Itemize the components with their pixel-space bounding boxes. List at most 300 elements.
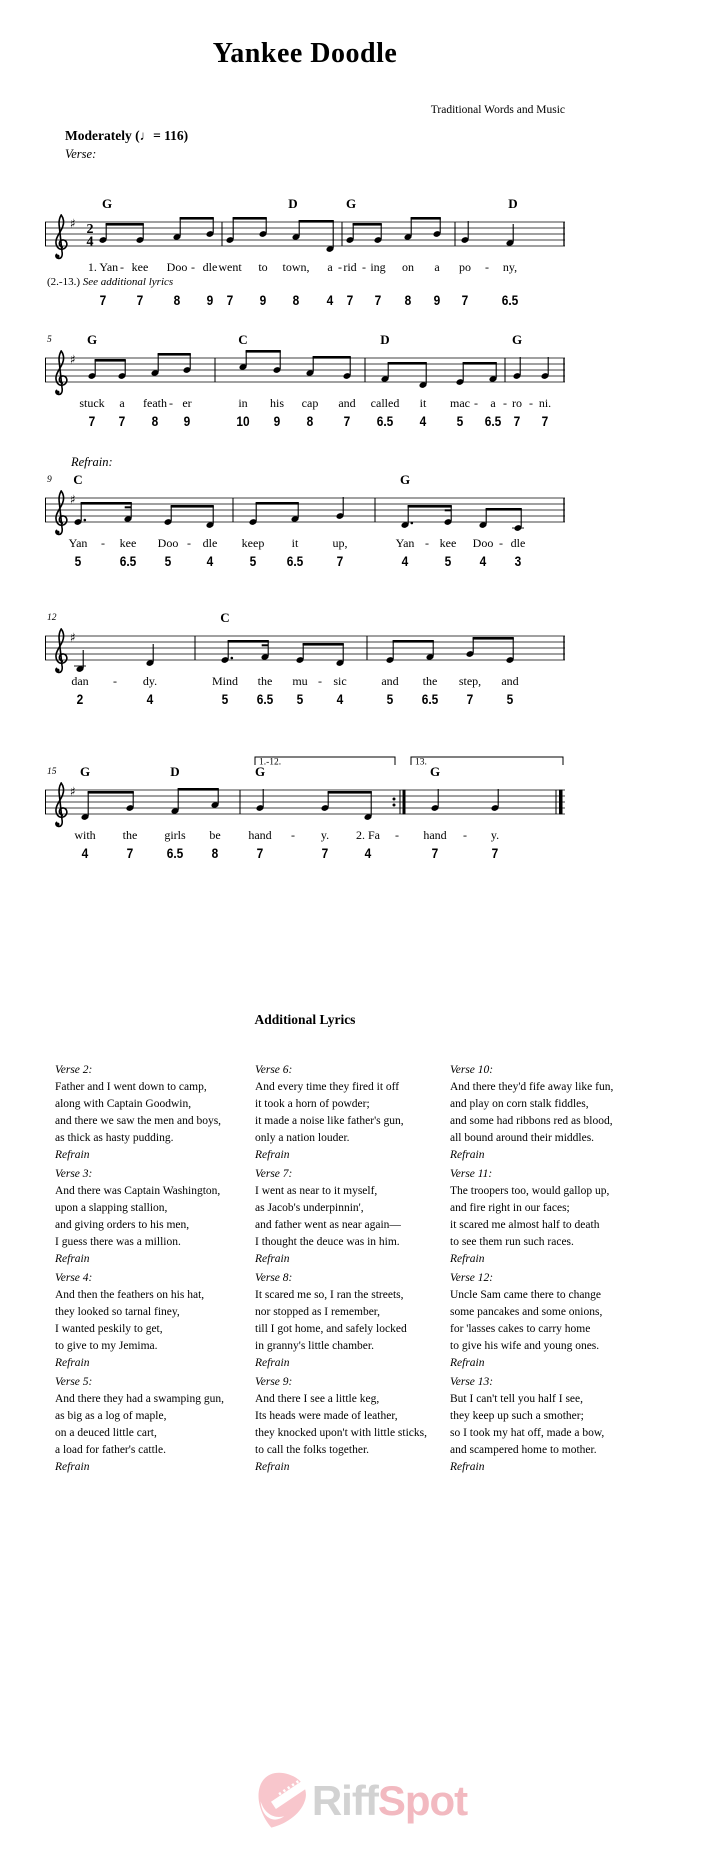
verse-line: to give his wife and young ones.	[450, 1340, 600, 1352]
verse-line: The troopers too, would gallop up,	[450, 1185, 610, 1197]
lyric-syllable: ing	[370, 260, 386, 274]
lyric-syllable: and	[338, 396, 356, 410]
lyric-syllable: y.	[320, 828, 330, 842]
verse-line: they looked so tarnal finey,	[55, 1306, 180, 1318]
credit-line: Traditional Words and Music	[430, 104, 565, 116]
verse-title: Verse 10:	[450, 1064, 494, 1076]
verse-line: and father went as near again—	[255, 1219, 401, 1231]
chord-label: G	[345, 196, 357, 211]
beam	[313, 356, 351, 359]
verse-block	[255, 1062, 470, 1164]
staff-system-4	[45, 606, 565, 707]
tab-number: 5	[386, 691, 394, 707]
verse-line: along with Captain Goodwin,	[55, 1098, 192, 1110]
volta-label: 13.	[415, 757, 427, 768]
refrain-marker: Refrain	[255, 1357, 290, 1369]
verse-line: they keep up such a smother;	[450, 1410, 584, 1422]
lyric-syllable: Yan	[68, 536, 88, 550]
lyric-syllable: a	[434, 260, 440, 274]
beam-stub	[125, 506, 132, 508]
verse-line: only a nation louder.	[255, 1132, 350, 1144]
tab-number: 4	[336, 691, 344, 707]
lyric-syllable: the	[122, 828, 138, 842]
verse-block	[450, 1374, 665, 1476]
lyrics-row	[45, 536, 565, 552]
lyric-syllable: it	[419, 396, 427, 410]
measure-number: 15	[47, 767, 57, 777]
verse-line: all bound around their middles.	[450, 1132, 595, 1144]
lyric-syllable: hand	[423, 828, 447, 842]
refrain-section-label: Refrain:	[71, 455, 113, 469]
tab-number: 7	[99, 292, 107, 308]
beam	[408, 505, 452, 508]
verse-line: And there they'd fife away like fun,	[450, 1081, 614, 1093]
refrain-marker: Refrain	[450, 1357, 485, 1369]
lyric-syllable: -	[120, 260, 124, 274]
beam-stub	[262, 644, 269, 646]
beam	[158, 353, 191, 356]
lyric-syllable: kee	[439, 536, 457, 550]
lyric-syllable: -	[362, 260, 366, 274]
tab-number: 7	[461, 292, 469, 308]
tab-number: 8	[292, 292, 300, 308]
refrain-marker: Refrain	[55, 1461, 90, 1473]
beam	[411, 217, 441, 220]
tab-numbers-row	[45, 691, 565, 707]
tab-number: 4	[146, 691, 154, 707]
tab-number: 8	[211, 845, 219, 861]
lyric-syllable: dle	[202, 536, 218, 550]
verse-line: I went as near to it myself,	[255, 1185, 378, 1197]
chord-label: C	[238, 332, 248, 347]
lyric-syllable: to	[258, 260, 268, 274]
lyric-syllable: cap	[301, 396, 319, 410]
tab-number: 2	[76, 691, 84, 707]
lyric-syllable: -	[191, 260, 195, 274]
verse-line: a load for father's cattle.	[55, 1444, 166, 1456]
tab-number: 10	[236, 413, 250, 429]
lyric-syllable: rid	[343, 260, 357, 274]
lyric-syllable: -	[318, 674, 322, 688]
lyric-syllable: -	[463, 828, 467, 842]
tab-number: 5	[444, 553, 452, 569]
lyric-syllable: Yan	[395, 536, 415, 550]
beam	[81, 502, 132, 505]
tab-number: 6.5	[166, 845, 184, 861]
song-title: Yankee Doodle	[212, 38, 398, 69]
chord-label: G	[399, 472, 411, 487]
refrain-marker: Refrain	[450, 1149, 485, 1161]
tab-number: 7	[431, 845, 439, 861]
lyric-syllable: kee	[131, 260, 149, 274]
tab-number: 7	[226, 292, 234, 308]
lyric-syllable: a	[327, 260, 333, 274]
additional-lyrics-heading: Additional Lyrics	[254, 1012, 356, 1027]
staff-svg	[45, 192, 565, 262]
tab-number: 9	[183, 413, 191, 429]
lyric-syllable: sic	[333, 674, 347, 688]
tab-number: 7	[491, 845, 499, 861]
lyric-syllable: 2. Fa	[356, 828, 380, 842]
verse-column-3	[450, 1062, 665, 1478]
verse-line: to see them run such races.	[450, 1236, 574, 1248]
verse-title: Verse 9:	[255, 1376, 293, 1388]
lyric-syllable: on	[402, 260, 414, 274]
lyric-syllable: -	[395, 828, 399, 842]
tab-number: 5	[74, 553, 82, 569]
lyric-syllable: up,	[332, 536, 348, 550]
tab-number: 4	[419, 413, 427, 429]
key-signature-sharp: ♯	[70, 492, 76, 507]
beam	[246, 350, 281, 353]
tab-number: 6.5	[501, 292, 519, 308]
staff-svg	[45, 606, 565, 676]
lyric-syllable: feath	[143, 396, 167, 410]
lyric-syllable: Doo	[157, 536, 179, 550]
lyric-syllable: with	[74, 828, 96, 842]
lyric-syllable: went	[218, 260, 242, 274]
verse-line: to call the folks together.	[255, 1444, 370, 1456]
lyric-syllable: and	[501, 674, 519, 688]
tab-number: 5	[456, 413, 464, 429]
tab-number: 7	[321, 845, 329, 861]
tab-number: 6.5	[256, 691, 274, 707]
tab-number: 8	[173, 292, 181, 308]
tab-number: 7	[374, 292, 382, 308]
verse-line: and fire right in our faces;	[450, 1202, 570, 1214]
beam	[180, 217, 214, 220]
lyric-syllable: -	[474, 396, 478, 410]
beam	[88, 791, 134, 794]
verse-block	[255, 1270, 470, 1372]
beam	[303, 643, 344, 646]
lyric-syllable: stuck	[79, 396, 105, 410]
verse-line: I wanted peskily to get,	[55, 1323, 163, 1335]
chord-label: G	[101, 196, 113, 211]
tab-number: 7	[343, 413, 351, 429]
staff-system-1	[45, 192, 565, 308]
verse-line: And then the feathers on his hat,	[55, 1289, 205, 1301]
lyric-syllable: -	[113, 674, 117, 688]
verse-title: Verse 6:	[255, 1064, 293, 1076]
tab-numbers-row	[45, 292, 565, 308]
chord-label: G	[86, 332, 98, 347]
verse-title: Verse 13:	[450, 1376, 494, 1388]
verse-line: Uncle Sam came there to change	[450, 1289, 602, 1301]
verse-line: so I took my hat off, made a bow,	[450, 1427, 605, 1439]
lyric-syllable: ni.	[538, 396, 552, 410]
lyric-syllable: y.	[490, 828, 500, 842]
verse-block	[55, 1062, 270, 1164]
beam	[233, 217, 267, 220]
verse-line: on a deuced little cart,	[55, 1427, 157, 1439]
refrain-marker: Refrain	[450, 1461, 485, 1473]
tab-number: 7	[126, 845, 134, 861]
staff-system-5	[45, 746, 565, 861]
key-signature-sharp: ♯	[70, 216, 76, 231]
tab-number: 4	[206, 553, 214, 569]
brand-riff: Riff	[311, 1777, 378, 1824]
lyric-syllable: 1. Yan	[87, 260, 119, 274]
lyric-syllable: keep	[241, 536, 265, 550]
verse-line: as big as a log of maple,	[55, 1410, 167, 1422]
beam	[171, 505, 214, 508]
lyrics-row	[45, 674, 565, 690]
verse-line: Its heads were made of leather,	[255, 1410, 398, 1422]
beam	[95, 359, 126, 362]
beam	[328, 791, 372, 794]
refrain-marker: Refrain	[55, 1149, 90, 1161]
refrain-marker: Refrain	[255, 1149, 290, 1161]
tab-number: 9	[273, 413, 281, 429]
beam-stub	[445, 509, 452, 511]
key-signature-sharp: ♯	[70, 352, 76, 367]
lyric-syllable: in	[238, 396, 248, 410]
tab-number: 8	[151, 413, 159, 429]
verse-line: It scared me so, I ran the streets,	[255, 1289, 404, 1301]
lyric-syllable: kee	[119, 536, 137, 550]
tab-number: 4	[81, 845, 89, 861]
verse-line: to give to my Jemima.	[55, 1340, 158, 1352]
verse-line: and giving orders to his men,	[55, 1219, 190, 1231]
lyric-syllable: -	[485, 260, 489, 274]
lyric-syllable: ny,	[502, 260, 518, 274]
tab-number: 4	[479, 553, 487, 569]
lyric-syllable: -	[499, 536, 503, 550]
tempo-marking: Moderately (♩= 116)	[65, 128, 189, 143]
verse-line: it took a horn of powder;	[255, 1098, 370, 1110]
tab-number: 5	[221, 691, 229, 707]
lyric-syllable: -	[503, 396, 507, 410]
verse-block	[55, 1166, 270, 1268]
verse-column-2	[255, 1062, 470, 1478]
verse-block	[450, 1062, 665, 1164]
beam	[106, 223, 144, 226]
key-signature-sharp: ♯	[70, 630, 76, 645]
verse-title: Verse 3:	[55, 1168, 93, 1180]
chord-label: C	[220, 610, 230, 625]
lyric-syllable: -	[529, 396, 533, 410]
beam	[473, 637, 514, 640]
verse-title: Verse 12:	[450, 1272, 494, 1284]
verse-line: as Jacob's underpinnin',	[255, 1202, 364, 1214]
lyric-syllable: ro	[512, 396, 522, 410]
lyric-syllable: dle	[202, 260, 218, 274]
tab-number: 9	[206, 292, 214, 308]
tab-number: 5	[164, 553, 172, 569]
tab-number: 5	[506, 691, 514, 707]
verse-line: for 'lasses cakes to carry home	[450, 1323, 591, 1335]
beam	[353, 223, 382, 226]
tab-number: 3	[514, 553, 522, 569]
verse-line: And there was Captain Washington,	[55, 1185, 221, 1197]
verse-line: And there they had a swamping gun,	[55, 1393, 224, 1405]
verse-line: till I got home, and safely locked	[255, 1323, 407, 1335]
lyric-syllable: mu	[292, 674, 308, 688]
tab-numbers-row	[45, 845, 565, 861]
time-signature-bottom: 4	[86, 234, 94, 250]
time-signature-top: 2	[86, 222, 94, 237]
lyric-syllable: town,	[282, 260, 310, 274]
chord-label: D	[170, 764, 180, 779]
verse-line: some pancakes and some onions,	[450, 1306, 603, 1318]
verse-line: and some had ribbons red as blood,	[450, 1115, 613, 1127]
verse-title: Verse 11:	[450, 1168, 493, 1180]
lyric-syllable: called	[370, 396, 400, 410]
verse-line: in granny's little chamber.	[255, 1340, 374, 1352]
beam	[388, 362, 427, 365]
beam	[299, 220, 334, 223]
tab-number: 7	[256, 845, 264, 861]
beam	[486, 508, 522, 511]
chord-label: G	[79, 764, 91, 779]
verse-line: And every time they fired it off	[255, 1081, 400, 1093]
verse-line: upon a slapping stallion,	[55, 1202, 168, 1214]
beam	[256, 502, 299, 505]
tab-number: 7	[118, 413, 126, 429]
verse-line: and play on corn stalk fiddles,	[450, 1098, 589, 1110]
lyric-syllable: po	[459, 260, 471, 274]
refrain-marker: Refrain	[255, 1461, 290, 1473]
verse-line: as thick as hasty pudding.	[55, 1132, 174, 1144]
tab-number: 5	[296, 691, 304, 707]
verse-line: and there we saw the men and boys,	[55, 1115, 222, 1127]
lyric-syllable: hand	[248, 828, 272, 842]
staff-svg	[45, 328, 565, 398]
key-signature-sharp: ♯	[70, 784, 76, 799]
verse-line: it scared me almost half to death	[450, 1219, 600, 1231]
verse-block	[55, 1374, 270, 1476]
verse-title: Verse 2:	[55, 1064, 93, 1076]
tab-number: 7	[88, 413, 96, 429]
chord-label: G	[511, 332, 523, 347]
chord-label: D	[380, 332, 390, 347]
lyric-syllable: dan	[71, 674, 89, 688]
refrain-marker: Refrain	[55, 1357, 90, 1369]
verse-line: nor stopped as I remember,	[255, 1306, 381, 1318]
lyric-syllable: a	[119, 396, 125, 410]
tab-number: 7	[513, 413, 521, 429]
tab-number: 5	[249, 553, 257, 569]
lyric-syllable: be	[209, 828, 221, 842]
verse-line: But I can't tell you half I see,	[450, 1393, 584, 1405]
verse-title: Verse 8:	[255, 1272, 293, 1284]
lyric-syllable: step,	[458, 674, 482, 688]
lyric-syllable: the	[257, 674, 273, 688]
chord-label: C	[73, 472, 83, 487]
riffspot-logo	[0, 1770, 719, 1832]
refrain-marker: Refrain	[255, 1253, 290, 1265]
tab-number: 4	[401, 553, 409, 569]
volta-label: 1.-12.	[259, 757, 282, 768]
lyric-syllable: Doo	[472, 536, 494, 550]
verse-column-1	[55, 1062, 270, 1478]
lyric-syllable: dy.	[142, 674, 158, 688]
tab-number: 6.5	[376, 413, 394, 429]
verse-title: Verse 4:	[55, 1272, 93, 1284]
lyric-syllable: er	[182, 396, 192, 410]
verse-line: I guess there was a million.	[55, 1236, 181, 1248]
lyric-syllable: mac	[450, 396, 470, 410]
lyric-syllable: -	[101, 536, 105, 550]
verse-block	[255, 1374, 470, 1476]
tab-number: 7	[336, 553, 344, 569]
verse-line: and scampered home to mother.	[450, 1444, 597, 1456]
verse-title: Verse 7:	[255, 1168, 293, 1180]
lyric-syllable: Doo	[166, 260, 188, 274]
verse-line: Father and I went down to camp,	[55, 1081, 207, 1093]
verse-block	[450, 1270, 665, 1372]
tab-number: 9	[259, 292, 267, 308]
tab-number: 8	[404, 292, 412, 308]
measure-number: 9	[47, 475, 52, 485]
tab-number: 7	[466, 691, 474, 707]
tab-number: 6.5	[119, 553, 137, 569]
verse-line: it made a noise like father's gun,	[255, 1115, 404, 1127]
tab-number: 7	[346, 292, 354, 308]
measure-number: 5	[47, 335, 52, 345]
verse-section-label: Verse:	[65, 147, 97, 161]
tab-number: 9	[433, 292, 441, 308]
tab-numbers-row	[45, 553, 565, 569]
tab-numbers-row	[45, 413, 565, 429]
lyric-syllable: -	[425, 536, 429, 550]
riffspot-wordmark	[311, 1777, 468, 1824]
refrain-marker: Refrain	[55, 1253, 90, 1265]
lyric-syllable: -	[187, 536, 191, 550]
lyric-syllable: the	[422, 674, 438, 688]
tab-number: 8	[306, 413, 314, 429]
verse-line: they knocked upon't with little sticks,	[255, 1427, 427, 1439]
lyric-syllable: -	[291, 828, 295, 842]
lyric-syllable: -	[169, 396, 173, 410]
chord-label: G	[254, 764, 266, 779]
lyrics-row	[45, 260, 565, 276]
lyric-syllable: Mind	[211, 674, 239, 688]
beam	[228, 640, 269, 643]
lyric-syllable: girls	[164, 828, 186, 842]
lyric-syllable: it	[291, 536, 299, 550]
lyric-syllable: a	[490, 396, 496, 410]
verse-block	[55, 1270, 270, 1372]
chord-label: D	[288, 196, 298, 211]
lyric-syllable: his	[269, 396, 285, 410]
lyric-syllable: -	[338, 260, 342, 274]
verse-title: Verse 5:	[55, 1376, 93, 1388]
staff-system-2	[45, 328, 565, 429]
beam	[178, 788, 219, 791]
tab-number: 6.5	[484, 413, 502, 429]
verse-block	[255, 1166, 470, 1268]
lyric-syllable: and	[381, 674, 399, 688]
tab-number: 4	[326, 292, 334, 308]
tab-number: 6.5	[286, 553, 304, 569]
see-additional-lyrics-note: (2.-13.) See additional lyrics	[47, 276, 174, 288]
beam	[393, 640, 434, 643]
lyric-syllable: dle	[510, 536, 526, 550]
verse-line: And there I see a little keg,	[255, 1393, 380, 1405]
tab-number: 7	[136, 292, 144, 308]
chord-label: G	[429, 764, 441, 779]
lyrics-row	[45, 828, 565, 844]
tab-number: 7	[541, 413, 549, 429]
tab-number: 6.5	[421, 691, 439, 707]
verse-line: I thought the deuce was in him.	[255, 1236, 400, 1248]
staff-system-3	[45, 455, 565, 569]
guitar-pick-icon	[252, 1770, 308, 1832]
beam	[463, 362, 497, 365]
measure-number: 12	[47, 613, 57, 623]
